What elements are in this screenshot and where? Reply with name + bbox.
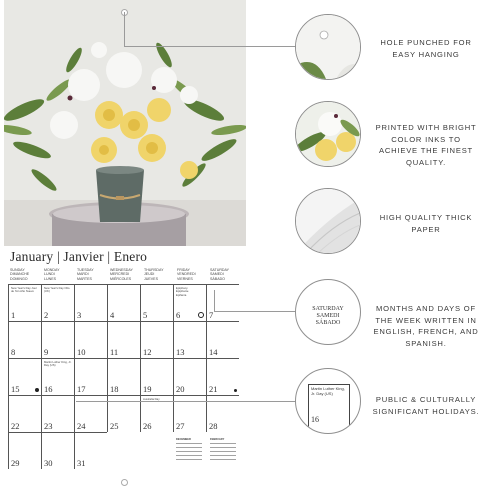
weekday-header-thursday: THURSDAY JEUDI JUEVES — [144, 268, 164, 281]
day-cell[interactable] — [41, 284, 74, 321]
day-number: 30 — [44, 458, 53, 468]
feature-hole-punched: HOLE PUNCHED FOR EASY HANGING — [380, 38, 472, 59]
holiday-zoom-label: Martin Luther King, Jr. Day (US) — [311, 386, 345, 396]
holiday-label: Martin Luther King, Jr. Day (US) — [44, 360, 72, 368]
day-number: 19 — [143, 384, 152, 394]
zoom-circle-weekday — [295, 279, 361, 345]
holiday-label: Epiphany Épiphanie Epifanía — [176, 286, 189, 297]
weekday-header-wednesday: WEDNESDAY MERCREDI MIÉRCOLES — [110, 268, 133, 281]
day-number: 31 — [77, 458, 86, 468]
day-number: 6 — [176, 310, 181, 320]
day-number: 11 — [110, 347, 119, 357]
day-cell[interactable] — [41, 358, 74, 395]
holiday-label: New Year's Day Obs. (UK) — [44, 286, 71, 294]
day-cell[interactable] — [206, 321, 239, 358]
hang-hole — [121, 479, 128, 486]
day-number: 22 — [11, 421, 20, 431]
day-cell[interactable] — [206, 284, 239, 321]
callout-line — [214, 311, 296, 312]
day-cell[interactable] — [8, 321, 41, 358]
day-cell[interactable] — [74, 321, 107, 358]
holiday-zoom-day: 16 — [311, 415, 319, 424]
day-number: 13 — [176, 347, 185, 357]
zoom-circle-holiday — [295, 368, 361, 434]
day-cell[interactable] — [8, 358, 41, 395]
day-number: 26 — [143, 421, 152, 431]
day-cell[interactable] — [107, 321, 140, 358]
day-number: 10 — [77, 347, 86, 357]
day-cell[interactable] — [173, 358, 206, 395]
day-number: 21 — [209, 384, 218, 394]
day-number: 16 — [44, 384, 53, 394]
feature-holidays: PUBLIC & CULTURALLY SIGNIFICANT HOLIDAYS. — [372, 395, 480, 416]
day-number: 28 — [209, 421, 218, 431]
zoom-circle-paper — [295, 188, 361, 254]
day-number: 8 — [11, 347, 16, 357]
mini-calendar-february: FEBRUARY — [210, 438, 238, 464]
weekday-header-saturday: SATURDAY SAMEDI SÁBADO — [210, 268, 230, 281]
day-cell[interactable] — [74, 432, 107, 469]
day-cell[interactable] — [107, 284, 140, 321]
feature-thick-paper: HIGH QUALITY THICK PAPER — [379, 213, 473, 234]
day-cell[interactable] — [8, 395, 41, 432]
day-number: 17 — [77, 384, 86, 394]
day-cell[interactable] — [140, 358, 173, 395]
callout-line — [124, 12, 125, 46]
day-number: 4 — [110, 310, 115, 320]
weekday-zoom-es: SÁBADO — [315, 320, 341, 326]
print-detail-illustration — [296, 102, 360, 166]
callout-line — [214, 290, 215, 311]
weekday-zoom-fr: SAMEDI — [316, 313, 340, 319]
flower-bouquet-illustration — [4, 0, 246, 246]
day-number: 27 — [176, 421, 185, 431]
day-number: 12 — [143, 347, 152, 357]
calendar-page — [4, 246, 246, 488]
feature-multilingual: MONTHS AND DAYS OF THE WEEK WRITTEN IN ENGLISH, FRENCH, AND SPANISH. — [373, 304, 479, 348]
day-number: 2 — [44, 310, 49, 320]
month-title: January | Janvier | Enero — [10, 249, 148, 264]
day-cell[interactable] — [41, 321, 74, 358]
moon-phase-icon — [234, 389, 237, 392]
weekday-zoom-en: SATURDAY — [312, 306, 344, 312]
day-cell[interactable] — [140, 321, 173, 358]
day-cell[interactable] — [41, 432, 74, 469]
day-number: 18 — [110, 384, 119, 394]
day-cell[interactable] — [8, 432, 41, 469]
day-cell[interactable] — [107, 358, 140, 395]
day-number: 25 — [110, 421, 119, 431]
day-cell[interactable] — [206, 358, 239, 395]
day-number: 29 — [11, 458, 20, 468]
mini-calendar-december: DECEMBER — [176, 438, 204, 464]
day-number: 3 — [77, 310, 82, 320]
holiday-label: New Year's Day Jour de l'An Año Nuevo — [11, 286, 37, 294]
day-number: 24 — [77, 421, 86, 431]
day-number: 20 — [176, 384, 185, 394]
moon-phase-icon — [198, 312, 204, 318]
weekday-header-sunday: SUNDAY DIMANCHE DOMINGO — [10, 268, 30, 281]
day-number: 23 — [44, 421, 53, 431]
day-number: 15 — [11, 384, 20, 394]
callout-line — [76, 401, 296, 402]
day-number: 5 — [143, 310, 148, 320]
weekday-header-friday: FRIDAY VENDREDI VIERNES — [177, 268, 196, 281]
feature-bright-inks: PRINTED WITH BRIGHT COLOR INKS TO ACHIEVE THE FINEST QUALITY. — [375, 123, 477, 167]
zoom-circle-print — [295, 101, 361, 167]
mini-calendar-grid — [210, 441, 238, 463]
day-cell[interactable] — [74, 358, 107, 395]
weekday-header-tuesday: TUESDAY MARDI MARTES — [77, 268, 94, 281]
weekday-header-monday: MONDAY LUNDI LUNES — [44, 268, 60, 281]
day-cell[interactable] — [173, 321, 206, 358]
zoom-circle-hole — [295, 14, 361, 80]
holiday-label: Australia Day — [143, 397, 160, 401]
day-number: 7 — [209, 310, 214, 320]
moon-phase-icon — [35, 388, 39, 392]
calendar-photo — [4, 0, 246, 246]
day-cell[interactable] — [74, 284, 107, 321]
day-cell[interactable] — [140, 284, 173, 321]
hole-detail-illustration — [296, 15, 360, 79]
day-number: 9 — [44, 347, 49, 357]
mini-calendar-grid — [176, 441, 204, 463]
day-cell[interactable] — [41, 395, 74, 432]
paper-detail-illustration — [296, 189, 360, 253]
day-number: 1 — [11, 310, 16, 320]
day-cell[interactable] — [173, 284, 206, 321]
day-number: 14 — [209, 347, 218, 357]
callout-line — [124, 46, 296, 47]
day-cell[interactable] — [8, 284, 41, 321]
